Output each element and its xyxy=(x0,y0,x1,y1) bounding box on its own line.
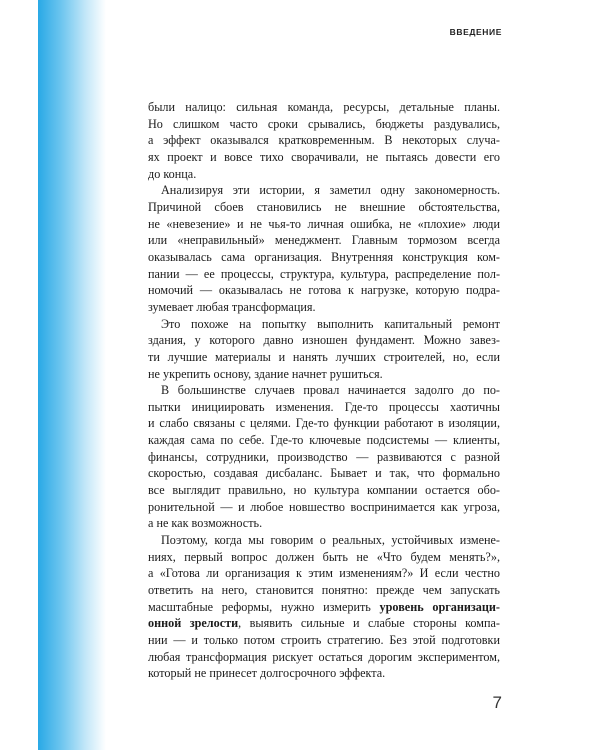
text-line: не «невезение» и не чья-то личная ошибка, не «плохие» люди xyxy=(148,216,500,231)
paragraph-5 xyxy=(148,532,500,682)
text-run: масштабные реформы, нужно измерить xyxy=(148,599,380,614)
paragraph-1 xyxy=(148,99,500,182)
text-line: до конца. xyxy=(148,166,197,181)
paragraph-2 xyxy=(148,182,500,315)
text-line: скоростью, создавая дисбаланс. Бывает и так, что формально xyxy=(148,466,500,481)
text-line: не укрепить основу, здание начнет рушиться. xyxy=(148,366,383,381)
left-color-strip xyxy=(38,0,106,750)
text-line: номочий — оказывалась не готова к нагрузке, которую подра- xyxy=(148,283,500,298)
text-line: или «неправильный» менеджмент. Главным тормозом всегда xyxy=(148,233,500,248)
text-line: ях проект и вовсе тихо сворачивали, не пытаясь довести его xyxy=(148,149,500,164)
bold-term: онной зрелости xyxy=(148,616,239,631)
text-line: и слабо связаны с целями. Где-то функции работают в изоляции, xyxy=(148,416,500,431)
text-line: ти лучшие материалы и нанять лучших строителей, но, если xyxy=(148,349,500,364)
text-line: каждая сама по себе. Где-то ключевые подсистемы — клиенты, xyxy=(148,433,500,448)
paragraph-4 xyxy=(148,382,500,532)
text-line: а «Готова ли организация к этим изменениям?» И если честно xyxy=(148,566,500,581)
text-line: Это похоже на попытку выполнить капитальный ремонт xyxy=(161,316,500,331)
text-line: здания, у которого давно изношен фундамент. Можно завез- xyxy=(148,333,500,348)
text-line: ответить на него, становится понятно: прежде чем запускать xyxy=(148,583,500,598)
text-line: зумевает любая трансформация. xyxy=(148,299,316,314)
text-line: а эффект оказывался кратковременным. В некоторых случа- xyxy=(148,133,500,148)
text-line: финансы, сотрудники, производство — развиваются с разной xyxy=(148,449,500,464)
text-line: ронительной — и любое новшество воспринимается как угроза, xyxy=(148,499,500,514)
text-line: ниях, первый вопрос должен быть не «Что будем менять?», xyxy=(148,549,500,564)
text-line: пытки инициировать изменения. Где-то процессы хаотичны xyxy=(148,399,500,414)
text-line: который не принесет долгосрочного эффекта. xyxy=(148,666,386,681)
text-line: все выглядит правильно, но культура компании остается обо- xyxy=(148,483,500,498)
body-text xyxy=(148,99,500,682)
page-number: 7 xyxy=(492,693,502,712)
text-line: Анализируя эти истории, я заметил одну закономерность. xyxy=(161,183,500,198)
paragraph-3 xyxy=(148,316,500,383)
text-line: Причиной сбоев становились не внешние обстоятельства, xyxy=(148,199,500,214)
text-line: Поэтому, когда мы говорим о реальных, устойчивых измене- xyxy=(161,533,500,548)
text-line: В большинстве случаев провал начинается задолго до по- xyxy=(161,383,500,398)
running-head: ВВЕДЕНИЕ xyxy=(449,27,502,37)
text-line: любая трансформация рискует остаться дорогим экспериментом, xyxy=(148,649,500,664)
text-line: оказывалась сама организация. Внутренняя конструкция ком- xyxy=(148,249,500,264)
text-line: Но слишком часто сроки срывались, бюджеты раздувались, xyxy=(148,116,500,131)
text-line: а не как возможность. xyxy=(148,516,263,531)
bold-term: уровень организаци- xyxy=(379,599,500,614)
text-line: нии — и только потом строить стратегию. Без этой подготовки xyxy=(148,633,500,647)
text-run: , выявить сильные и слабые стороны компа- xyxy=(238,616,500,631)
text-line: пании — ее процессы, структура, культура, распределение пол- xyxy=(148,266,500,281)
text-line: были налицо: сильная команда, ресурсы, детальные планы. xyxy=(148,100,500,114)
text-line-with-bold xyxy=(148,615,500,632)
text-line-with-bold xyxy=(148,599,500,616)
